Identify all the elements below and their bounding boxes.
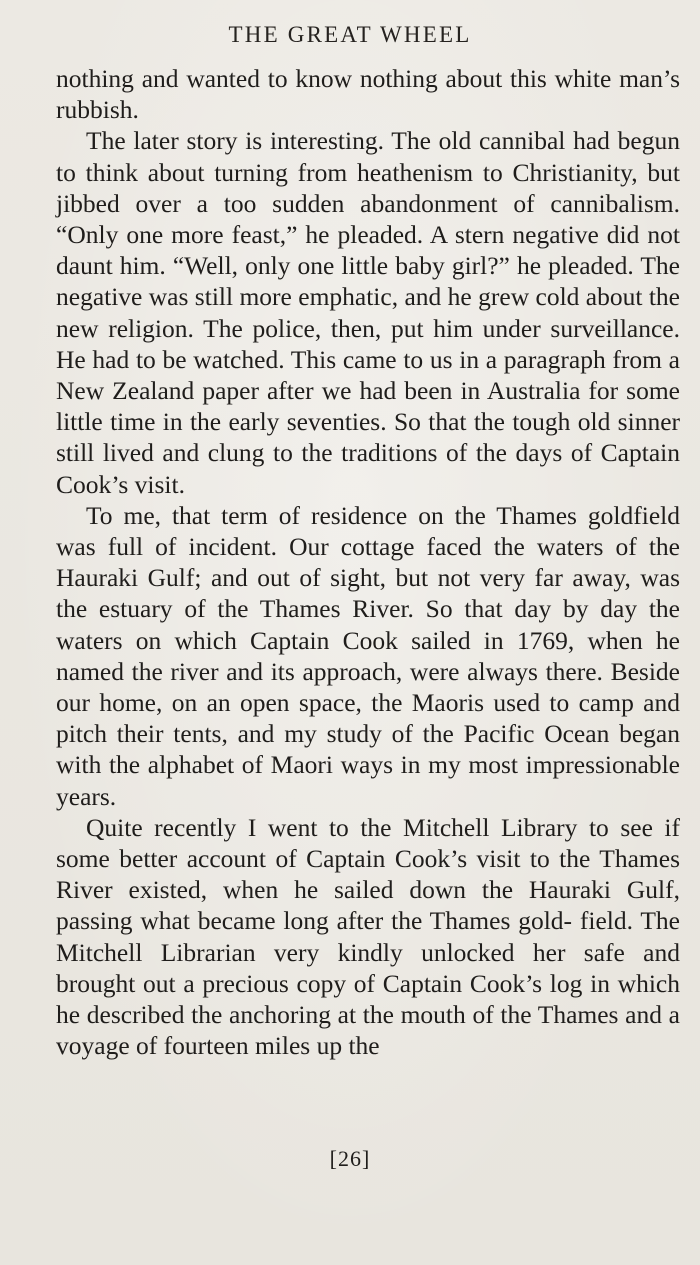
paragraph-1: nothing and wanted to know nothing about this white man’s rubbish.: [56, 64, 680, 125]
paragraph-3: To me, that term of residence on the Thames goldfield was full of incident. Our cottage faced the waters of the Hauraki Gulf; and out of sight, but not very far away, was the estuary of the Thames River. So that day by day the waters on which Captain Cook sailed in 1769, when he named the river and its approach, were always there. Beside our home, on an open space, the Maoris used to camp and pitch their tents, and my study of the Pacific Ocean began with the alphabet of Maori ways in my most impressionable years.: [56, 500, 680, 811]
running-head: THE GREAT WHEEL: [228, 22, 472, 47]
body-text: [56, 63, 680, 1062]
page-number: [26]: [329, 1146, 371, 1171]
paragraph-2: The later story is interesting. The old cannibal had begun to think about turning from heathenism to Christianity, but jibbed over a too sudden abandonment of cannibalism. “Only one more feast,” he pleaded. A stern negative did not daunt him. “Well, only one little baby girl?” he pleaded. The negative was still more emphatic, and he grew cold about the new religion. The police, then, put him under surveillance. He had to be watched. This came to us in a paragraph from a New Zealand paper after we had been in Australia for some little time in the early seventies. So that the tough old sinner still lived and clung to the traditions of the days of Captain Cook’s visit.: [56, 126, 680, 499]
paragraph-4: Quite recently I went to the Mitchell Library to see if some better account of Captain Cook’s visit to the Thames River existed, when he sailed down the Hauraki Gulf, passing what became long after the Thames gold- field. The Mitchell Librarian very kindly unlocked her safe and brought out a precious copy of Captain Cook’s log in which he described the anchoring at the mouth of the Thames and a voyage of fourteen miles up the: [56, 812, 680, 1061]
